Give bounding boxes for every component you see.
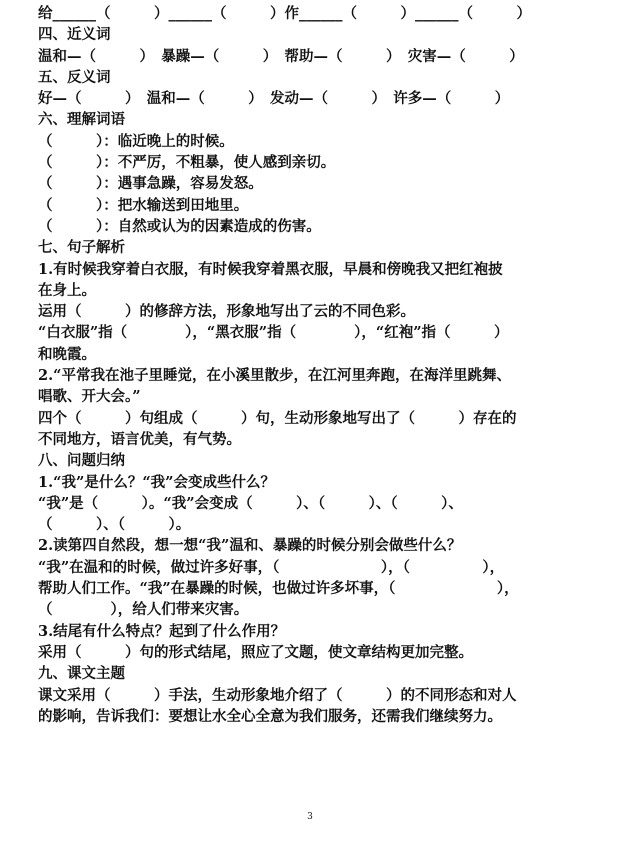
sentence-q1-line: 在身上。 bbox=[38, 281, 96, 299]
question-q2-line: “我”在温和的时候，做过许多好事，（ ），（ ）， bbox=[38, 558, 505, 576]
question-q1-line: “我”是（ ）。“我”会变成（ ）、（ ）、（ ）、 bbox=[38, 494, 463, 512]
sentence-q1-line: 1.有时候我穿着白衣服，有时候我穿着黑衣服，早晨和傍晚我又把红袍披 bbox=[38, 260, 503, 278]
sentence-analysis-heading: 七、句子解析 bbox=[38, 239, 125, 257]
theme-heading: 九、课文主题 bbox=[38, 665, 125, 683]
worksheet-page bbox=[38, 3, 590, 727]
synonyms-heading: 四、近义词 bbox=[38, 26, 111, 44]
antonyms-heading: 五、反义词 bbox=[38, 68, 111, 86]
theme-line: 的影响，告诉我们：要想让水全心全意为我们服务，还需我们继续努力。 bbox=[38, 707, 502, 725]
question-q2-line: （ ），给人们带来灾害。 bbox=[38, 601, 249, 619]
vocabulary-item: （ ）：临近晚上的时候。 bbox=[38, 132, 234, 150]
sentence-q2-line: 2.“平常我在池子里睡觉，在小溪里散步，在江河里奔跑，在海洋里跳舞、 bbox=[38, 367, 511, 385]
question-q3-line: 3.结尾有什么特点？起到了什么作用？ bbox=[38, 622, 286, 640]
vocabulary-item: （ ）：不严厉，不粗暴，使人感到亲切。 bbox=[38, 154, 336, 172]
sentence-q1-line: 运用（ ）的修辞方法，形象地写出了云的不同色彩。 bbox=[38, 303, 415, 321]
questions-heading: 八、问题归纳 bbox=[38, 452, 125, 470]
page-number: 3 bbox=[307, 812, 313, 822]
vocabulary-item: （ ）：自然或认为的因素造成的伤害。 bbox=[38, 217, 321, 235]
sentence-q1-line: 和晚霞。 bbox=[38, 345, 96, 363]
question-q2-line: 2.读第四自然段，想一想“我”温和、暴躁的时候分别会做些什么？ bbox=[38, 537, 462, 555]
question-q1-line: （ ）、（ ）。 bbox=[38, 516, 191, 534]
continuation-line: 给______（ ）______（ ）作______（ ）______（ ） bbox=[38, 5, 531, 22]
vocabulary-heading: 六、理解词语 bbox=[38, 111, 125, 129]
question-q1-line: 1.“我”是什么？“我”会变成些什么？ bbox=[38, 473, 275, 491]
vocabulary-item: （ ）：把水输送到田地里。 bbox=[38, 196, 249, 214]
sentence-q2-line: 不同地方，语言优美，有气势。 bbox=[38, 430, 241, 448]
synonyms-line: 温和—（ ） 暴躁—（ ） 帮助—（ ） 灾害—（ ） bbox=[38, 47, 524, 65]
question-q3-line: 采用（ ）句的形式结尾，照应了文题，使文章结构更加完整。 bbox=[38, 643, 473, 661]
sentence-q2-line: 唱歌、开大会。” bbox=[38, 388, 141, 406]
antonyms-line: 好—（ ） 温和—（ ） 发动—（ ） 许多—（ ） bbox=[38, 90, 510, 108]
vocabulary-item: （ ）：遇事急躁，容易发怒。 bbox=[38, 175, 263, 193]
sentence-q1-line: “白衣服”指（ ），“黑衣服”指（ ），“红袍”指（ ） bbox=[38, 324, 509, 342]
theme-line: 课文采用（ ）手法，生动形象地介绍了（ ）的不同形态和对人 bbox=[38, 686, 517, 704]
question-q2-line: 帮助人们工作。“我”在暴躁的时候，也做过许多坏事，（ ）， bbox=[38, 580, 519, 598]
sentence-q2-line: 四个（ ）句组成（ ）句，生动形象地写出了（ ）存在的 bbox=[38, 409, 517, 427]
